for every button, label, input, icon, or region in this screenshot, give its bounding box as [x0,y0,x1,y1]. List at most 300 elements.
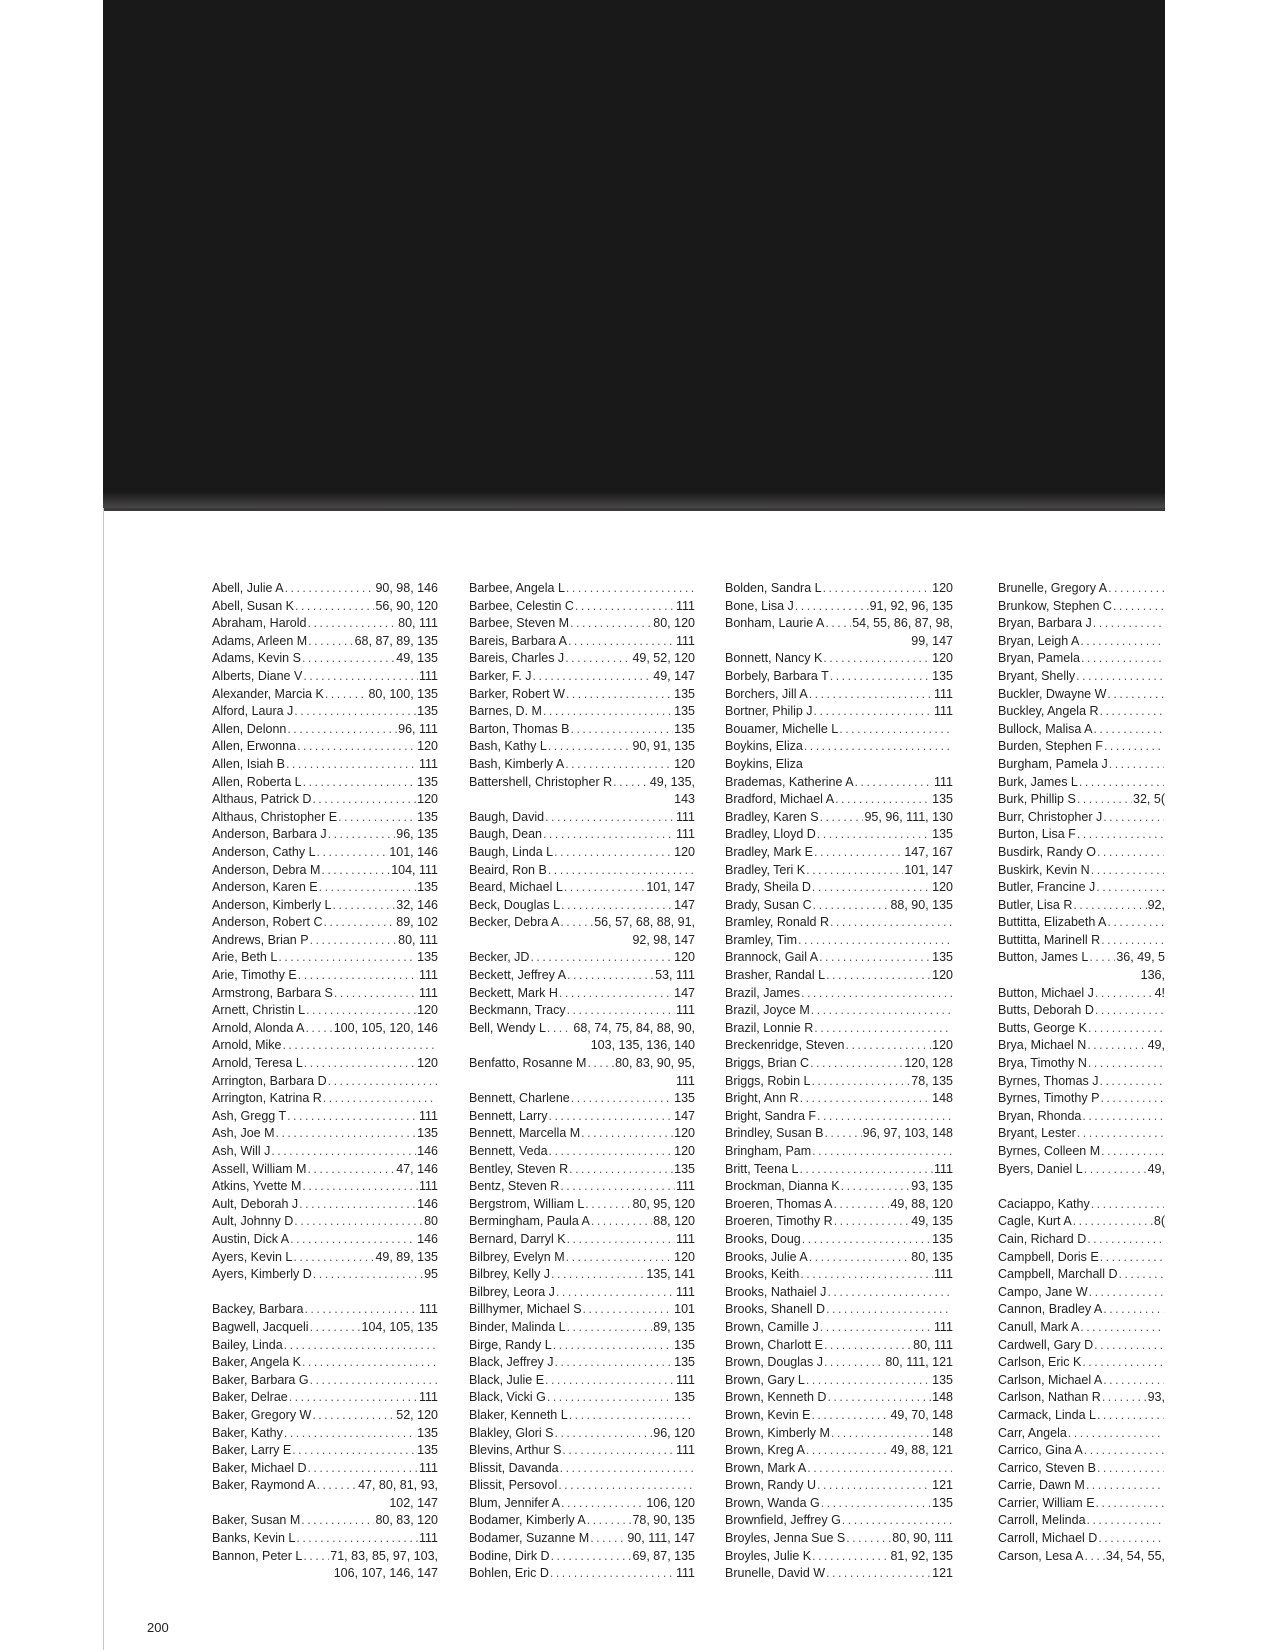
index-entry [469,580,695,598]
leader-dots [545,809,675,827]
index-entry [725,1442,953,1460]
entry-name: Brown, Gary L [725,1372,805,1387]
index-entry [212,949,438,967]
entry-name: Barbee, Celestin C [469,598,574,613]
leader-dots [824,1337,912,1355]
entry-pages: 111 [418,1179,438,1194]
index-entry [725,1284,953,1302]
index-entry [212,1108,438,1126]
entry-name: Arrington, Katrina R [212,1091,322,1106]
entry-name: Butts, George K [998,1020,1087,1035]
entry-pages: 111 [933,686,953,701]
leader-dots [591,1213,652,1231]
leader-dots [338,809,416,827]
index-entry [212,1090,438,1108]
entry-name: Brown, Kreg A [725,1443,805,1458]
leader-dots [317,844,389,862]
leader-dots [569,1161,673,1179]
entry-name: Burden, Stephen F [998,739,1103,754]
entry-pages: 135 [674,1337,695,1352]
index-entry [469,1213,695,1231]
leader-dots [310,932,398,950]
index-entry [998,1354,1165,1372]
entry-name: Allen, Isiah B [212,756,285,771]
entry-name: Bash, Kathy L [469,739,547,754]
index-entry [998,1460,1165,1478]
entry-name: Brindley, Susan B [725,1126,824,1141]
entry-name: Arnold, Alonda A [212,1020,305,1035]
index-entry [212,633,438,651]
entry-name: Brademas, Katherine A [725,774,854,789]
index-entry [469,1284,695,1302]
entry-name: Bortner, Philip J [725,704,813,719]
entry-pages: 93, [1147,1390,1165,1405]
index-entry [212,791,438,809]
entry-pages: 147, 167 [904,844,953,859]
entry-name: Burgham, Pamela J [998,756,1108,771]
index-entry [212,1266,438,1284]
leader-dots [296,1530,418,1548]
leader-dots [319,879,417,897]
leader-dots [1089,949,1115,967]
entry-pages: 111 [675,633,695,648]
entry-name: Burton, Lisa F [998,827,1076,842]
index-entry [212,1213,438,1231]
entry-pages: 111 [675,1003,695,1018]
leader-dots [1095,985,1154,1003]
entry-name: Birge, Randy L [469,1337,552,1352]
leader-dots [831,1425,931,1443]
index-entry [725,1337,953,1355]
index-entry [725,650,953,668]
entry-name: Borchers, Jill A [725,686,808,701]
entry-name: Caciappo, Kathy [998,1196,1090,1211]
leader-dots [334,985,418,1003]
index-entry [469,985,695,1003]
entry-name: Carrie, Dawn M [998,1478,1085,1493]
entry-pages: 80, 83, 120 [375,1513,438,1528]
entry-name: Bouamer, Michelle L [725,721,839,736]
leader-dots [325,686,368,704]
entry-pages: 146 [417,1196,438,1211]
leader-dots [811,1002,952,1020]
entry-name: Beckmann, Tracy [469,1003,566,1018]
leader-dots [287,1108,418,1126]
index-entry [469,949,695,967]
entry-name: Campbell, Doris E [998,1249,1099,1264]
leader-dots [827,1389,931,1407]
index-entry [725,1249,953,1267]
index-entry [212,1372,438,1390]
entry-pages: 71, 83, 85, 97, 103, [330,1548,438,1563]
leader-dots [839,721,952,739]
leader-dots [562,1442,675,1460]
leader-dots [1100,703,1164,721]
entry-name: Broyles, Jenna Sue S [725,1531,846,1546]
index-column-4 [998,580,1165,1565]
entry-pages: 120 [674,1249,695,1264]
index-entry [469,1178,695,1196]
entry-name: Bermingham, Paula A [469,1214,590,1229]
leader-dots [560,1460,694,1478]
entry-pages: 111 [418,968,438,983]
entry-name: Carlson, Michael A [998,1372,1103,1387]
entry-name: Bryant, Lester [998,1126,1076,1141]
entry-name: Bennett, Marcella M [469,1126,581,1141]
leader-dots [1089,1284,1164,1302]
leader-dots [567,1231,675,1249]
entry-name: Baker, Larry E [212,1443,292,1458]
entry-pages: 49, 147 [653,668,695,683]
index-entry [998,985,1165,1003]
leader-dots [303,774,417,792]
entry-name: Brannock, Gail A [725,950,819,965]
leader-dots [295,598,374,616]
index-entry [212,1178,438,1196]
index-entry [469,1530,695,1548]
leader-dots [811,1073,910,1091]
index-entry [469,668,695,686]
leader-dots [1101,1143,1164,1161]
entry-name: Carr, Angela [998,1425,1067,1440]
entry-name: Allen, Erwonna [212,739,297,754]
entry-name: Brown, Randy U [725,1478,817,1493]
leader-dots [820,809,864,827]
entry-pages: 100, 105, 120, 146 [333,1020,438,1035]
leader-dots [1080,1319,1164,1337]
leader-dots [1077,791,1132,809]
entry-name: Brooks, Shanell D [725,1302,826,1317]
index-entry [998,598,1165,616]
index-entry [998,668,1165,686]
entry-name: Beaird, Ron B [469,862,547,877]
index-entry [725,1460,953,1478]
entry-name: Brunelle, David W [725,1566,826,1581]
entry-name: Binder, Malinda L [469,1319,566,1334]
entry-name: Campbell, Marchall D [998,1267,1118,1282]
index-entry [725,1161,953,1179]
index-entry [725,1213,953,1231]
leader-dots [1098,1530,1164,1548]
index-entry [998,1108,1165,1126]
entry-name: Broeren, Timothy R [725,1214,833,1229]
leader-dots [1094,1337,1164,1355]
entry-pages: 135 [674,704,695,719]
leader-dots [1084,1442,1164,1460]
entry-pages: 93, 135 [911,1179,953,1194]
entry-pages: 96, 111 [398,721,438,736]
index-entry [212,985,438,1003]
entry-name: Blakley, Glori S [469,1425,554,1440]
entry-pages: 80, 135 [911,1249,953,1264]
entry-name: Bernard, Darryl K [469,1231,566,1246]
index-entry [212,721,438,739]
index-entry [998,1477,1165,1495]
entry-name: Brown, Charlott E [725,1337,823,1352]
leader-dots [549,1143,674,1161]
index-entry [469,633,695,651]
entry-name: Burk, James L [998,774,1078,789]
entry-pages-continued: 92, 98, 147 [632,932,695,947]
index-entry [212,1442,438,1460]
entry-pages-continued: 106, 107, 146, 147 [333,1566,438,1581]
index-entry [725,985,953,1003]
entry-pages: 88, 90, 135 [890,897,953,912]
index-entry [212,1055,438,1073]
leader-dots [824,1125,861,1143]
index-entry [998,914,1165,932]
index-entry [725,932,953,950]
section-gap [212,1284,438,1302]
page-edge [103,508,104,1650]
leader-dots [547,1020,572,1038]
leader-dots [826,967,931,985]
entry-name: Baugh, Linda L [469,844,554,859]
entry-name: Borbely, Barbara T [725,668,829,683]
entry-name: Allen, Delonn [212,721,287,736]
entry-name: Anderson, Debra M [212,862,321,877]
index-entry [212,1407,438,1425]
entry-name: Cardwell, Gary D [998,1337,1094,1352]
entry-name: Ash, Gregg T [212,1108,287,1123]
index-entry [212,1548,438,1566]
leader-dots [287,721,397,739]
index-entry [998,738,1165,756]
index-entry [725,1020,953,1038]
entry-name: Bullock, Malisa A [998,721,1093,736]
index-entry [998,1073,1165,1091]
index-entry [469,721,695,739]
entry-name: Cagle, Kurt A [998,1214,1072,1229]
entry-pages: 81, 92, 135 [890,1548,953,1563]
entry-pages: 101, 147 [904,862,953,877]
entry-name: Ayers, Kevin L [212,1249,293,1264]
leader-dots [566,580,694,598]
index-entry [469,1020,695,1038]
entry-pages: 111 [675,1443,695,1458]
index-entry [725,1090,953,1108]
index-entry [212,686,438,704]
index-entry [212,650,438,668]
leader-dots [533,668,653,686]
entry-name: Baker, Gregory W [212,1407,312,1422]
entry-pages: 135 [417,809,438,824]
entry-pages: 135 [932,827,953,842]
index-entry [998,1284,1165,1302]
index-entry [469,1143,695,1161]
entry-name: Backey, Barbara [212,1302,304,1317]
leader-dots [1086,1477,1164,1495]
leader-dots [565,756,673,774]
index-entry [212,844,438,862]
index-entry [469,1319,695,1337]
entry-name: Bohlen, Eric D [469,1566,549,1581]
leader-dots [613,774,649,792]
index-entry [725,721,953,739]
entry-name: Baker, Raymond A [212,1478,316,1493]
entry-name: Button, James L [998,950,1089,965]
index-entry [725,844,953,862]
index-entry [998,1125,1165,1143]
leader-dots [328,1073,437,1091]
entry-pages: 135 [417,704,438,719]
entry-name: Althaus, Patrick D [212,792,312,807]
leader-dots [1082,1354,1164,1372]
leader-dots [1079,774,1164,792]
leader-dots [559,985,673,1003]
entry-name: Brya, Timothy N [998,1056,1087,1071]
leader-dots [587,1055,614,1073]
index-entry [212,1337,438,1355]
index-entry [998,1037,1165,1055]
entry-pages: 120 [417,1003,438,1018]
entry-pages: 111 [418,1460,438,1475]
leader-dots [798,932,952,950]
entry-name: Blevins, Arthur S [469,1443,562,1458]
leader-dots [290,1231,416,1249]
entry-name: Carroll, Michael D [998,1531,1098,1546]
leader-dots [558,1477,694,1495]
index-entry [469,1231,695,1249]
leader-dots [812,1548,889,1566]
entry-pages: 147 [674,897,695,912]
entry-name: Bagwell, Jacqueli [212,1319,309,1334]
index-entry [212,668,438,686]
entry-pages: 111 [418,1531,438,1546]
entry-pages: 56, 57, 68, 88, 91, [594,915,695,930]
index-entry [212,1249,438,1267]
entry-name: Anderson, Kimberly L [212,897,332,912]
entry-name: Bodamer, Suzanne M [469,1531,590,1546]
entry-pages: 120 [417,1056,438,1071]
entry-name: Brown, Camille J [725,1319,819,1334]
index-entry [998,1301,1165,1319]
leader-dots [571,721,674,739]
entry-pages: 56, 90, 120 [375,598,438,613]
index-entry [725,809,953,827]
entry-name: Byrnes, Thomas J [998,1073,1099,1088]
entry-pages: 120 [932,581,953,595]
index-entry [469,650,695,668]
leader-dots [555,1354,674,1372]
entry-pages: 135 [674,1355,695,1370]
entry-name: Armstrong, Barbara S [212,985,333,1000]
entry-name: Barnes, D. M [469,704,542,719]
index-entry [469,1565,695,1583]
entry-pages: 80, 111 [398,616,438,631]
entry-name: Byrnes, Colleen M [998,1144,1101,1158]
index-entry [998,774,1165,792]
entry-name: Butts, Deborah D [998,1003,1094,1018]
index-entry [998,1319,1165,1337]
entry-pages: 121 [932,1566,953,1581]
entry-pages-continued: 136, [1140,968,1165,983]
leader-dots [276,1125,417,1143]
entry-name: Beard, Michael L [469,880,563,895]
entry-pages: 49, 70, 148 [890,1407,953,1422]
leader-dots [846,1530,891,1548]
entry-name: Briggs, Brian C [725,1056,810,1071]
leader-dots [567,1319,653,1337]
entry-name: Becker, Debra A [469,915,560,930]
leader-dots [1080,633,1164,651]
leader-dots [543,826,675,844]
entry-pages: 68, 74, 75, 84, 88, 90, [573,1020,695,1035]
index-entry [725,914,953,932]
index-entry [469,914,695,932]
entry-name: Brown, Mark A [725,1460,807,1475]
entry-pages: 101, 147 [646,880,695,895]
leader-dots [301,1512,374,1530]
leader-dots [1097,844,1164,862]
entry-pages-continued: 143 [674,792,695,807]
index-entry [725,1108,953,1126]
leader-dots [583,1301,674,1319]
index-entry [998,862,1165,880]
entry-name: Carrico, Steven B [998,1460,1096,1475]
entry-pages: 80, 90, 111 [892,1531,953,1546]
leader-dots [800,1266,933,1284]
entry-pages: 111 [933,1319,953,1334]
leader-dots [299,1196,416,1214]
entry-pages: 95 [424,1267,438,1282]
entry-name: Brownfield, Jeffrey G [725,1513,841,1528]
entry-name: Bringham, Pam [725,1144,812,1158]
entry-pages: 89, 135 [653,1319,695,1334]
index-entry [212,774,438,792]
leader-dots [812,1143,952,1161]
entry-pages: 111 [675,827,695,842]
entry-name: Byers, Daniel L [998,1161,1083,1176]
index-entry [469,1090,695,1108]
leader-dots [305,1020,332,1038]
entry-pages: 111 [418,1390,438,1405]
index-entry [998,1020,1165,1038]
index-entry [469,1495,695,1513]
entry-name: Bradford, Michael A [725,792,835,807]
entry-pages: 32, 5( [1133,792,1165,807]
entry-pages: 96, 97, 103, 148 [862,1126,953,1141]
index-entry [998,809,1165,827]
index-entry [725,1354,953,1372]
entry-pages: 104, 105, 135 [361,1319,438,1334]
index-entry [725,949,953,967]
entry-name: Beckett, Jeffrey A [469,968,567,983]
entry-name: Boykins, Eliza [725,739,803,754]
leader-dots [825,615,851,633]
entry-name: Bentley, Steven R [469,1161,569,1176]
entry-name: Bailey, Linda [212,1337,283,1352]
entry-name: Campo, Jane W [998,1284,1088,1299]
entry-pages: 120 [932,651,953,666]
index-entry [998,650,1165,668]
leader-dots [1107,686,1164,704]
entry-name: Barbee, Angela L [469,581,565,595]
index-entry [725,598,953,616]
leader-dots [1108,580,1164,598]
index-entry [212,1512,438,1530]
leader-dots [1082,1108,1164,1126]
entry-pages: 146 [417,1144,438,1158]
index-entry [998,1213,1165,1231]
index-entry [212,862,438,880]
leader-dots [321,862,390,880]
entry-pages: 148 [932,1390,953,1405]
leader-dots [1081,650,1164,668]
entry-name: Anderson, Cathy L [212,844,316,859]
entry-name: Bradley, Karen S [725,809,819,824]
entry-pages: 111 [933,774,953,789]
